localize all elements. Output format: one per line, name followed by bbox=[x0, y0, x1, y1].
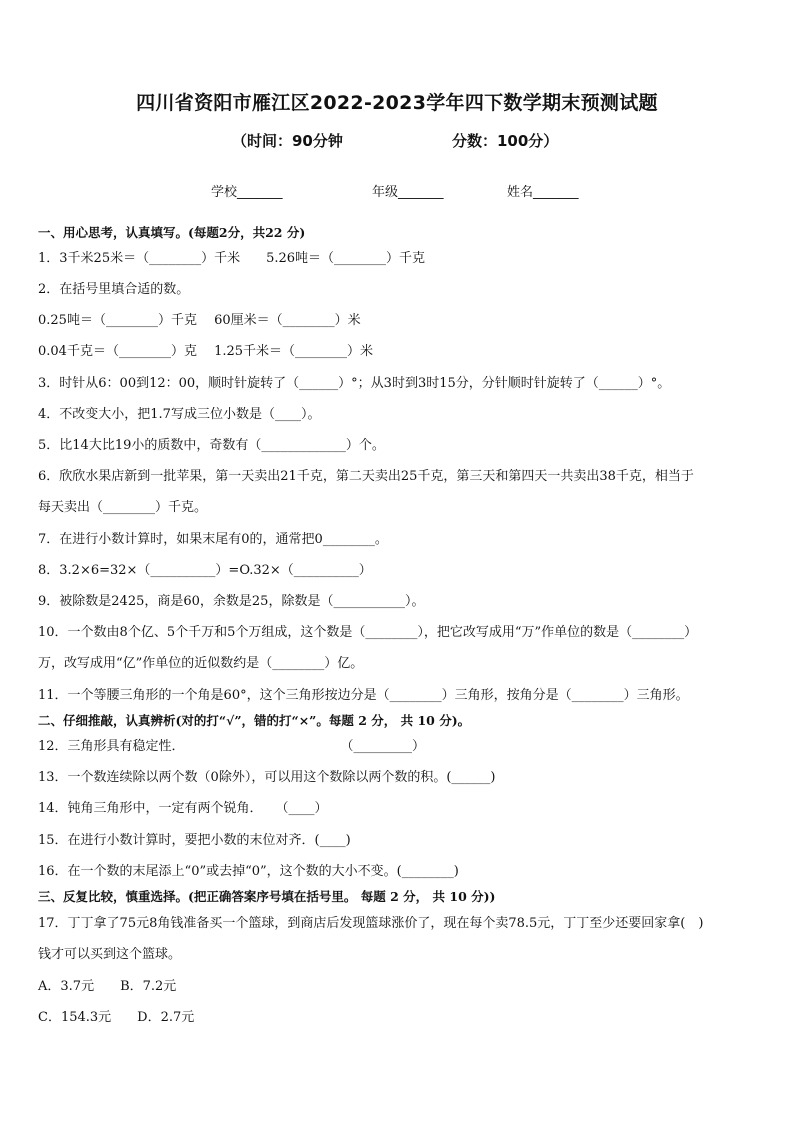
question-8: 8．3.2×6=32×（__________）=O.32×（__________） bbox=[38, 563, 372, 578]
question-17-options-cd: C．154.3元 D．2.7元 bbox=[38, 1010, 195, 1025]
name-field: 姓名_______ bbox=[507, 185, 579, 200]
question-17-continued: 钱才可以买到这个篮球。 bbox=[38, 947, 182, 962]
question-9: 9．被除数是2425，商是60，余数是25，除数是（___________）。 bbox=[38, 594, 425, 609]
question-2-line-2: 0.04千克＝（________）克 1.25千米＝（________）米 bbox=[38, 344, 374, 359]
question-11: 11．一个等腰三角形的一个角是60°，这个三角形按边分是（________）三角形，按角分是（________）三角形。 bbox=[38, 688, 689, 703]
question-1: 1．3千米25米＝（________）千米 5.26吨＝（________）千克 bbox=[38, 251, 426, 266]
time-limit: （时间：90分钟 bbox=[232, 132, 343, 150]
school-field: 学校_______ bbox=[211, 185, 283, 200]
question-7: 7．在进行小数计算时，如果末尾有0的，通常把0________。 bbox=[38, 532, 388, 547]
question-3: 3．时针从6：00到12：00，顺时针旋转了（______）°；从3时到3时15分，分针顺时针旋转了（______）°。 bbox=[38, 376, 671, 391]
question-2: 2．在括号里填合适的数。 bbox=[38, 282, 190, 297]
question-6: 6．欣欣水果店新到一批苹果，第一天卖出21千克，第二天卖出25千克，第三天和第四天一共卖出38千克，相当于 bbox=[38, 469, 694, 484]
exam-title: 四川省资阳市雁江区2022-2023学年四下数学期末预测试题 bbox=[136, 92, 658, 114]
question-4: 4．不改变大小，把1.7写成三位小数是（____）。 bbox=[38, 407, 321, 422]
question-15: 15．在进行小数计算时，要把小数的末位对齐．(____) bbox=[38, 833, 351, 848]
section-3-heading: 三、反复比较，慎重选择。(把正确答案序号填在括号里。 每题 2 分， 共 10 分)) bbox=[38, 889, 496, 904]
exam-subtitle bbox=[0, 130, 794, 152]
question-13: 13．一个数连续除以两个数（0除外），可以用这个数除以两个数的积。(______) bbox=[38, 770, 496, 785]
question-10: 10．一个数由8个亿、5个千万和5个万组成，这个数是（________），把它改写成用“万”作单位的数是（________） bbox=[38, 625, 698, 640]
student-info-row bbox=[0, 181, 794, 201]
question-12: 12．三角形具有稳定性． （_________） bbox=[38, 739, 426, 754]
question-17: 17．丁丁拿了75元8角钱准备买一个篮球，到商店后发现篮球涨价了，现在每个卖78.5元，丁丁至少还要回家拿( ) bbox=[38, 916, 704, 931]
section-2-heading: 二、仔细推敲，认真辨析(对的打“√”，错的打“×”。每题 2 分， 共 10 分)。 bbox=[38, 713, 471, 728]
question-14: 14．钝角三角形中，一定有两个锐角． （____） bbox=[38, 801, 328, 816]
total-score: 分数：100分） bbox=[452, 132, 559, 150]
question-16: 16．在一个数的末尾添上“0”或去掉“0”，这个数的大小不变。(________) bbox=[38, 864, 459, 879]
question-6-continued: 每天卖出（________）千克。 bbox=[38, 500, 208, 515]
section-1-heading: 一、用心思考，认真填写。(每题2分，共22 分) bbox=[38, 225, 306, 240]
question-17-options-ab: A．3.7元 B．7.2元 bbox=[38, 979, 177, 994]
question-5: 5．比14大比19小的质数中，奇数有（_____________）个。 bbox=[38, 438, 385, 453]
question-2-line-1: 0.25吨＝（________）千克 60厘米＝（________）米 bbox=[38, 313, 361, 328]
question-10-continued: 万，改写成用“亿”作单位的近似数约是（________）亿。 bbox=[38, 656, 364, 671]
grade-field: 年级_______ bbox=[372, 185, 444, 200]
